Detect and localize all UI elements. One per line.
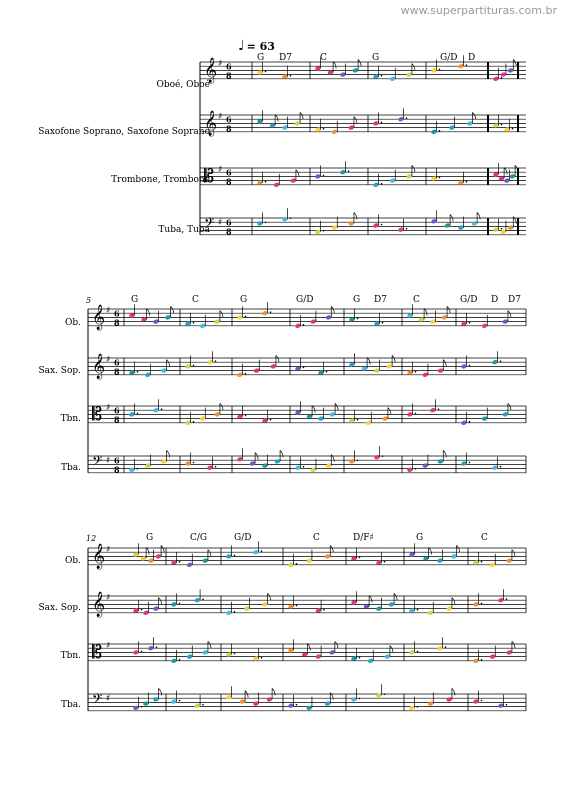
note-flag xyxy=(312,406,315,413)
time-signature-bottom: 8 xyxy=(226,176,232,187)
note-flag xyxy=(275,115,278,122)
note-dot xyxy=(161,408,163,410)
time-signature-bottom: 8 xyxy=(226,70,232,81)
note-dot xyxy=(512,128,514,130)
note-dot xyxy=(417,609,419,611)
note-dot xyxy=(234,653,236,655)
alto-clef-icon: 𝄡 xyxy=(204,166,215,187)
note-flag xyxy=(390,646,393,653)
note-dot xyxy=(466,181,468,183)
chord-symbol: D xyxy=(491,295,499,305)
note-dot xyxy=(323,609,325,611)
note-flag xyxy=(167,360,170,367)
note-flag xyxy=(333,62,336,69)
instrument-label-sax: Saxofone Soprano, Saxofone Soprano xyxy=(38,127,210,137)
chord-symbol: G xyxy=(353,295,361,305)
note-flag xyxy=(424,309,427,316)
note-flag xyxy=(412,64,415,71)
sharp-icon: ♯ xyxy=(106,641,111,651)
note-flag xyxy=(354,117,357,124)
note-dot xyxy=(348,170,350,172)
note-dot xyxy=(296,704,298,706)
chord-symbol: G xyxy=(416,533,424,543)
time-signature-bottom: 8 xyxy=(114,366,120,377)
note-dot xyxy=(323,230,325,232)
note-dot xyxy=(417,651,419,653)
note-dot xyxy=(406,117,408,119)
note-dot xyxy=(506,704,508,706)
note-dot xyxy=(481,603,483,605)
note-dot xyxy=(234,555,236,557)
note-dot xyxy=(215,466,217,468)
chord-symbol: C xyxy=(481,533,488,543)
note-dot xyxy=(382,322,384,324)
note-flag xyxy=(512,550,515,557)
quarter-note-icon: ♩ xyxy=(238,38,245,54)
note-flag xyxy=(447,306,450,313)
sharp-icon: ♯ xyxy=(106,545,111,555)
note-dot xyxy=(469,365,471,367)
alto-clef-icon: 𝄡 xyxy=(92,642,103,663)
note-flag xyxy=(367,358,370,365)
note-dot xyxy=(179,659,181,661)
note-flag xyxy=(268,593,271,600)
note-dot xyxy=(234,611,236,613)
note-dot xyxy=(501,77,503,79)
note-dot xyxy=(415,371,417,373)
sharp-icon: ♯ xyxy=(106,593,111,603)
instrument-label-oboe: Ob. xyxy=(64,318,81,328)
bass-clef-icon: 𝄢 xyxy=(204,215,215,234)
bass-clef-icon: 𝄢 xyxy=(92,691,103,710)
note-dot xyxy=(265,222,267,224)
note-dot xyxy=(406,228,408,230)
note-flag xyxy=(429,548,432,555)
note-dot xyxy=(469,322,471,324)
note-dot xyxy=(261,550,263,552)
note-flag xyxy=(147,309,150,316)
note-dot xyxy=(445,646,447,648)
note-flag xyxy=(331,306,334,313)
note-dot xyxy=(141,609,143,611)
tempo-text: = 63 xyxy=(246,40,275,53)
note-dot xyxy=(245,316,247,318)
note-dot xyxy=(382,455,384,457)
note-dot xyxy=(357,318,359,320)
note-dot xyxy=(156,646,158,648)
chord-symbol: G/D xyxy=(234,533,252,543)
time-signature-bottom: 8 xyxy=(226,123,232,134)
note-flag xyxy=(394,593,397,600)
note-flag xyxy=(392,355,395,362)
time-signature-top: 6 xyxy=(114,405,120,416)
time-signature-top: 6 xyxy=(114,357,120,368)
time-signature-top: 6 xyxy=(226,167,232,178)
note-dot xyxy=(265,71,267,73)
instrument-label-oboe: Ob. xyxy=(64,556,81,566)
measure-number: 5 xyxy=(86,296,92,305)
note-dot xyxy=(481,561,483,563)
note-dot xyxy=(415,468,417,470)
note-dot xyxy=(179,561,181,563)
instrument-label-tuba: Tuba, Tuba xyxy=(158,225,210,235)
note-flag xyxy=(335,641,338,648)
instrument-label-sax: Sax. Sop. xyxy=(38,366,81,376)
chord-symbol: C xyxy=(192,295,199,305)
note-dot xyxy=(303,367,305,369)
note-flag xyxy=(208,550,211,557)
alto-clef-icon: 𝄡 xyxy=(92,404,103,425)
chord-symbol: G xyxy=(131,295,139,305)
bass-clef-icon: 𝄢 xyxy=(92,453,103,472)
note-flag xyxy=(220,311,223,318)
chord-symbol: G xyxy=(257,53,265,63)
note-flag xyxy=(208,641,211,648)
note-dot xyxy=(357,419,359,421)
note-dot xyxy=(323,175,325,177)
note-dot xyxy=(439,177,441,179)
note-flag xyxy=(296,170,299,177)
note-dot xyxy=(141,706,143,708)
note-dot xyxy=(245,415,247,417)
instrument-label-trombone: Trombone, Trombone xyxy=(111,175,210,185)
note-dot xyxy=(193,462,195,464)
note-dot xyxy=(500,360,502,362)
instrument-label-oboe: Oboé, Oboé xyxy=(156,80,210,90)
note-dot xyxy=(296,563,298,565)
note-dot xyxy=(215,360,217,362)
note-flag xyxy=(443,360,446,367)
instrument-label-tuba: Tba. xyxy=(61,700,81,710)
chord-symbol: G xyxy=(240,295,248,305)
note-dot xyxy=(384,561,386,563)
note-dot xyxy=(290,217,292,219)
treble-clef-icon: 𝄞 xyxy=(204,58,218,83)
chord-symbol: C xyxy=(313,533,320,543)
time-signature-top: 6 xyxy=(226,114,232,125)
chord-symbol: C xyxy=(413,295,420,305)
instrument-label-trombone: Tbn. xyxy=(60,651,81,661)
note-dot xyxy=(137,413,139,415)
note-dot xyxy=(469,462,471,464)
note-flag xyxy=(512,641,515,648)
note-dot xyxy=(323,128,325,130)
watermark: www.superpartituras.com.br xyxy=(400,4,557,17)
note-flag xyxy=(369,596,372,603)
note-flag xyxy=(276,355,279,362)
note-flag xyxy=(412,165,415,172)
note-dot xyxy=(500,466,502,468)
note-flag xyxy=(300,112,303,119)
note-dot xyxy=(265,181,267,183)
note-dot xyxy=(326,371,328,373)
note-dot xyxy=(270,311,272,313)
sharp-icon: ♯ xyxy=(218,218,223,228)
note-dot xyxy=(384,693,386,695)
note-dot xyxy=(506,598,508,600)
note-flag xyxy=(358,59,361,66)
sharp-icon: ♯ xyxy=(218,59,223,69)
note-dot xyxy=(202,704,204,706)
note-dot xyxy=(296,605,298,607)
note-dot xyxy=(381,75,383,77)
chord-symbol: G xyxy=(146,533,154,543)
note-dot xyxy=(202,598,204,600)
note-dot xyxy=(481,700,483,702)
chord-symbol: C xyxy=(320,53,327,63)
note-flag xyxy=(452,688,455,695)
note-dot xyxy=(303,466,305,468)
note-dot xyxy=(193,365,195,367)
treble-clef-icon: 𝄞 xyxy=(92,354,106,379)
note-dot xyxy=(193,322,195,324)
sharp-icon: ♯ xyxy=(218,165,223,175)
sharp-icon: ♯ xyxy=(106,694,111,704)
note-dot xyxy=(179,603,181,605)
note-dot xyxy=(303,324,305,326)
note-flag xyxy=(504,168,507,175)
note-flag xyxy=(307,644,310,651)
time-signature-top: 6 xyxy=(226,61,232,72)
note-dot xyxy=(381,183,383,185)
time-signature-bottom: 8 xyxy=(114,414,120,425)
note-flag xyxy=(457,545,460,552)
chord-symbol: G xyxy=(372,53,380,63)
chord-symbol: D7 xyxy=(279,53,292,63)
time-signature-top: 6 xyxy=(114,455,120,466)
treble-clef-icon: 𝄞 xyxy=(92,592,106,617)
chord-symbol: D xyxy=(468,53,476,63)
note-dot xyxy=(359,657,361,659)
note-dot xyxy=(417,706,419,708)
time-signature-bottom: 8 xyxy=(114,464,120,475)
note-dot xyxy=(381,224,383,226)
sharp-icon: ♯ xyxy=(106,403,111,413)
note-dot xyxy=(359,698,361,700)
note-dot xyxy=(137,371,139,373)
note-flag xyxy=(508,311,511,318)
chord-symbol: C/G xyxy=(190,533,208,543)
chord-symbol: G/D xyxy=(460,295,478,305)
instrument-label-trombone: Tbn. xyxy=(60,414,81,424)
note-dot xyxy=(481,659,483,661)
sharp-icon: ♯ xyxy=(106,355,111,365)
note-dot xyxy=(290,75,292,77)
note-dot xyxy=(357,460,359,462)
note-dot xyxy=(245,373,247,375)
note-flag xyxy=(220,403,223,410)
note-dot xyxy=(261,657,263,659)
note-flag xyxy=(159,688,162,695)
note-flag xyxy=(159,598,162,605)
treble-clef-icon: 𝄞 xyxy=(92,305,106,330)
note-dot xyxy=(270,419,272,421)
time-signature-bottom: 8 xyxy=(226,226,232,237)
time-signature-bottom: 8 xyxy=(114,317,120,328)
note-dot xyxy=(193,421,195,423)
chord-symbol: G/D xyxy=(440,53,458,63)
note-dot xyxy=(439,69,441,71)
instrument-label-sax: Sax. Sop. xyxy=(38,603,81,613)
note-flag xyxy=(473,112,476,119)
chord-symbol: D7 xyxy=(508,295,521,305)
note-dot xyxy=(466,64,468,66)
note-flag xyxy=(161,545,164,552)
note-dot xyxy=(501,228,503,230)
time-signature-top: 6 xyxy=(226,217,232,228)
note-dot xyxy=(141,651,143,653)
note-dot xyxy=(438,408,440,410)
chord-symbol: D7 xyxy=(374,295,387,305)
sharp-icon: ♯ xyxy=(106,306,111,316)
note-dot xyxy=(439,130,441,132)
note-flag xyxy=(335,403,338,410)
note-dot xyxy=(501,124,503,126)
note-dot xyxy=(415,413,417,415)
note-flag xyxy=(508,403,511,410)
note-flag xyxy=(272,688,275,695)
chord-symbol: D/F♯ xyxy=(353,533,374,543)
measure-number: 12 xyxy=(86,534,97,543)
instrument-label-tuba: Tba. xyxy=(61,463,81,473)
note-dot xyxy=(469,421,471,423)
note-dot xyxy=(381,122,383,124)
time-signature-top: 6 xyxy=(114,308,120,319)
note-flag xyxy=(452,598,455,605)
sharp-icon: ♯ xyxy=(218,112,223,122)
note-flag xyxy=(171,306,174,313)
note-flag xyxy=(330,545,333,552)
note-flag xyxy=(146,548,149,555)
note-dot xyxy=(137,468,139,470)
note-flag xyxy=(513,59,516,66)
note-dot xyxy=(179,700,181,702)
treble-clef-icon: 𝄞 xyxy=(204,111,218,136)
sharp-icon: ♯ xyxy=(106,456,111,466)
treble-clef-icon: 𝄞 xyxy=(92,544,106,569)
note-dot xyxy=(359,557,361,559)
note-flag xyxy=(388,408,391,415)
chord-symbol: G/D xyxy=(296,295,314,305)
